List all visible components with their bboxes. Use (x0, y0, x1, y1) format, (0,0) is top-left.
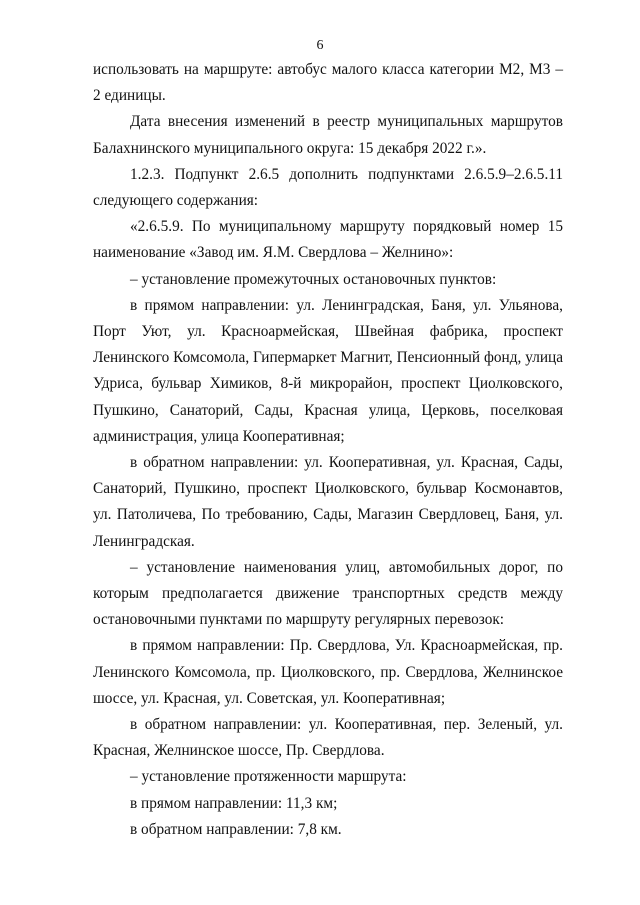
paragraph-vehicle-class: использовать на маршруте: автобус малого класса категории М2, М3 – 2 единицы. (93, 61, 563, 105)
paragraph-streets-heading: – установление наименования улиц, автомобильных дорог, по которым предполагается движение транспортных средств между остановочными пунктами по маршруту регулярных перевозок: (93, 558, 563, 629)
paragraph-route-15-title: «2.6.5.9. По муниципальному маршруту порядковый номер 15 наименование «Завод им. Я.М. Свердлова – Желнино»: (93, 218, 563, 262)
paragraph-forward-stops: в прямом направлении: ул. Ленинградская, Баня, ул. Ульянова, Порт Уют, ул. Красноармейская, Швейная фабрика, проспект Ленинского Комсомола, Гипермаркет Магнит, Пенсионный фонд, улица Удриса, бульвар Химиков, 8-й микрорайон, проспект Циолковского, Пушкино, Санаторий, Сады, Красная улица, Церковь, поселковая администрация, улица Кооперативная; (93, 296, 563, 445)
paragraph-reverse-streets: в обратном направлении: ул. Кооперативная, пер. Зеленый, ул. Красная, Желнинское шоссе, Пр. Свердлова. (93, 716, 563, 760)
paragraph-reverse-stops: в обратном направлении: ул. Кооперативная, ул. Красная, Сады, Санаторий, Пушкино, проспект Циолковского, бульвар Космонавтов, ул. Патоличева, По требованию, Сады, Магазин Свердловец, Баня, ул. Ленинградская. (93, 454, 563, 550)
paragraph-route-length-heading: – установление протяженности маршрута: (130, 768, 407, 786)
paragraph-registry-date: Дата внесения изменений в реестр муниципальных маршрутов Балахнинского муниципального округа: 15 декабря 2022 г.». (93, 113, 563, 157)
paragraph-forward-streets: в прямом направлении: Пр. Свердлова, Ул. Красноармейская, пр. Ленинского Комсомола, пр. Циолковского, пр. Свердлова, Желнинское шоссе, ул. Красная, ул. Советская, ул. Кооперативная; (93, 637, 563, 707)
paragraph-forward-length: в прямом направлении: 11,3 км; (130, 794, 338, 812)
document-body (93, 57, 563, 843)
paragraph-intermediate-stops-heading: – установление промежуточных остановочных пунктов: (130, 270, 497, 288)
page-number: 6 (316, 38, 324, 53)
paragraph-subpoint-1-2-3: 1.2.3. Подпункт 2.6.5 дополнить подпунктами 2.6.5.9–2.6.5.11 следующего содержания: (93, 165, 563, 210)
paragraph-reverse-length: в обратном направлении: 7,8 км. (130, 820, 342, 838)
